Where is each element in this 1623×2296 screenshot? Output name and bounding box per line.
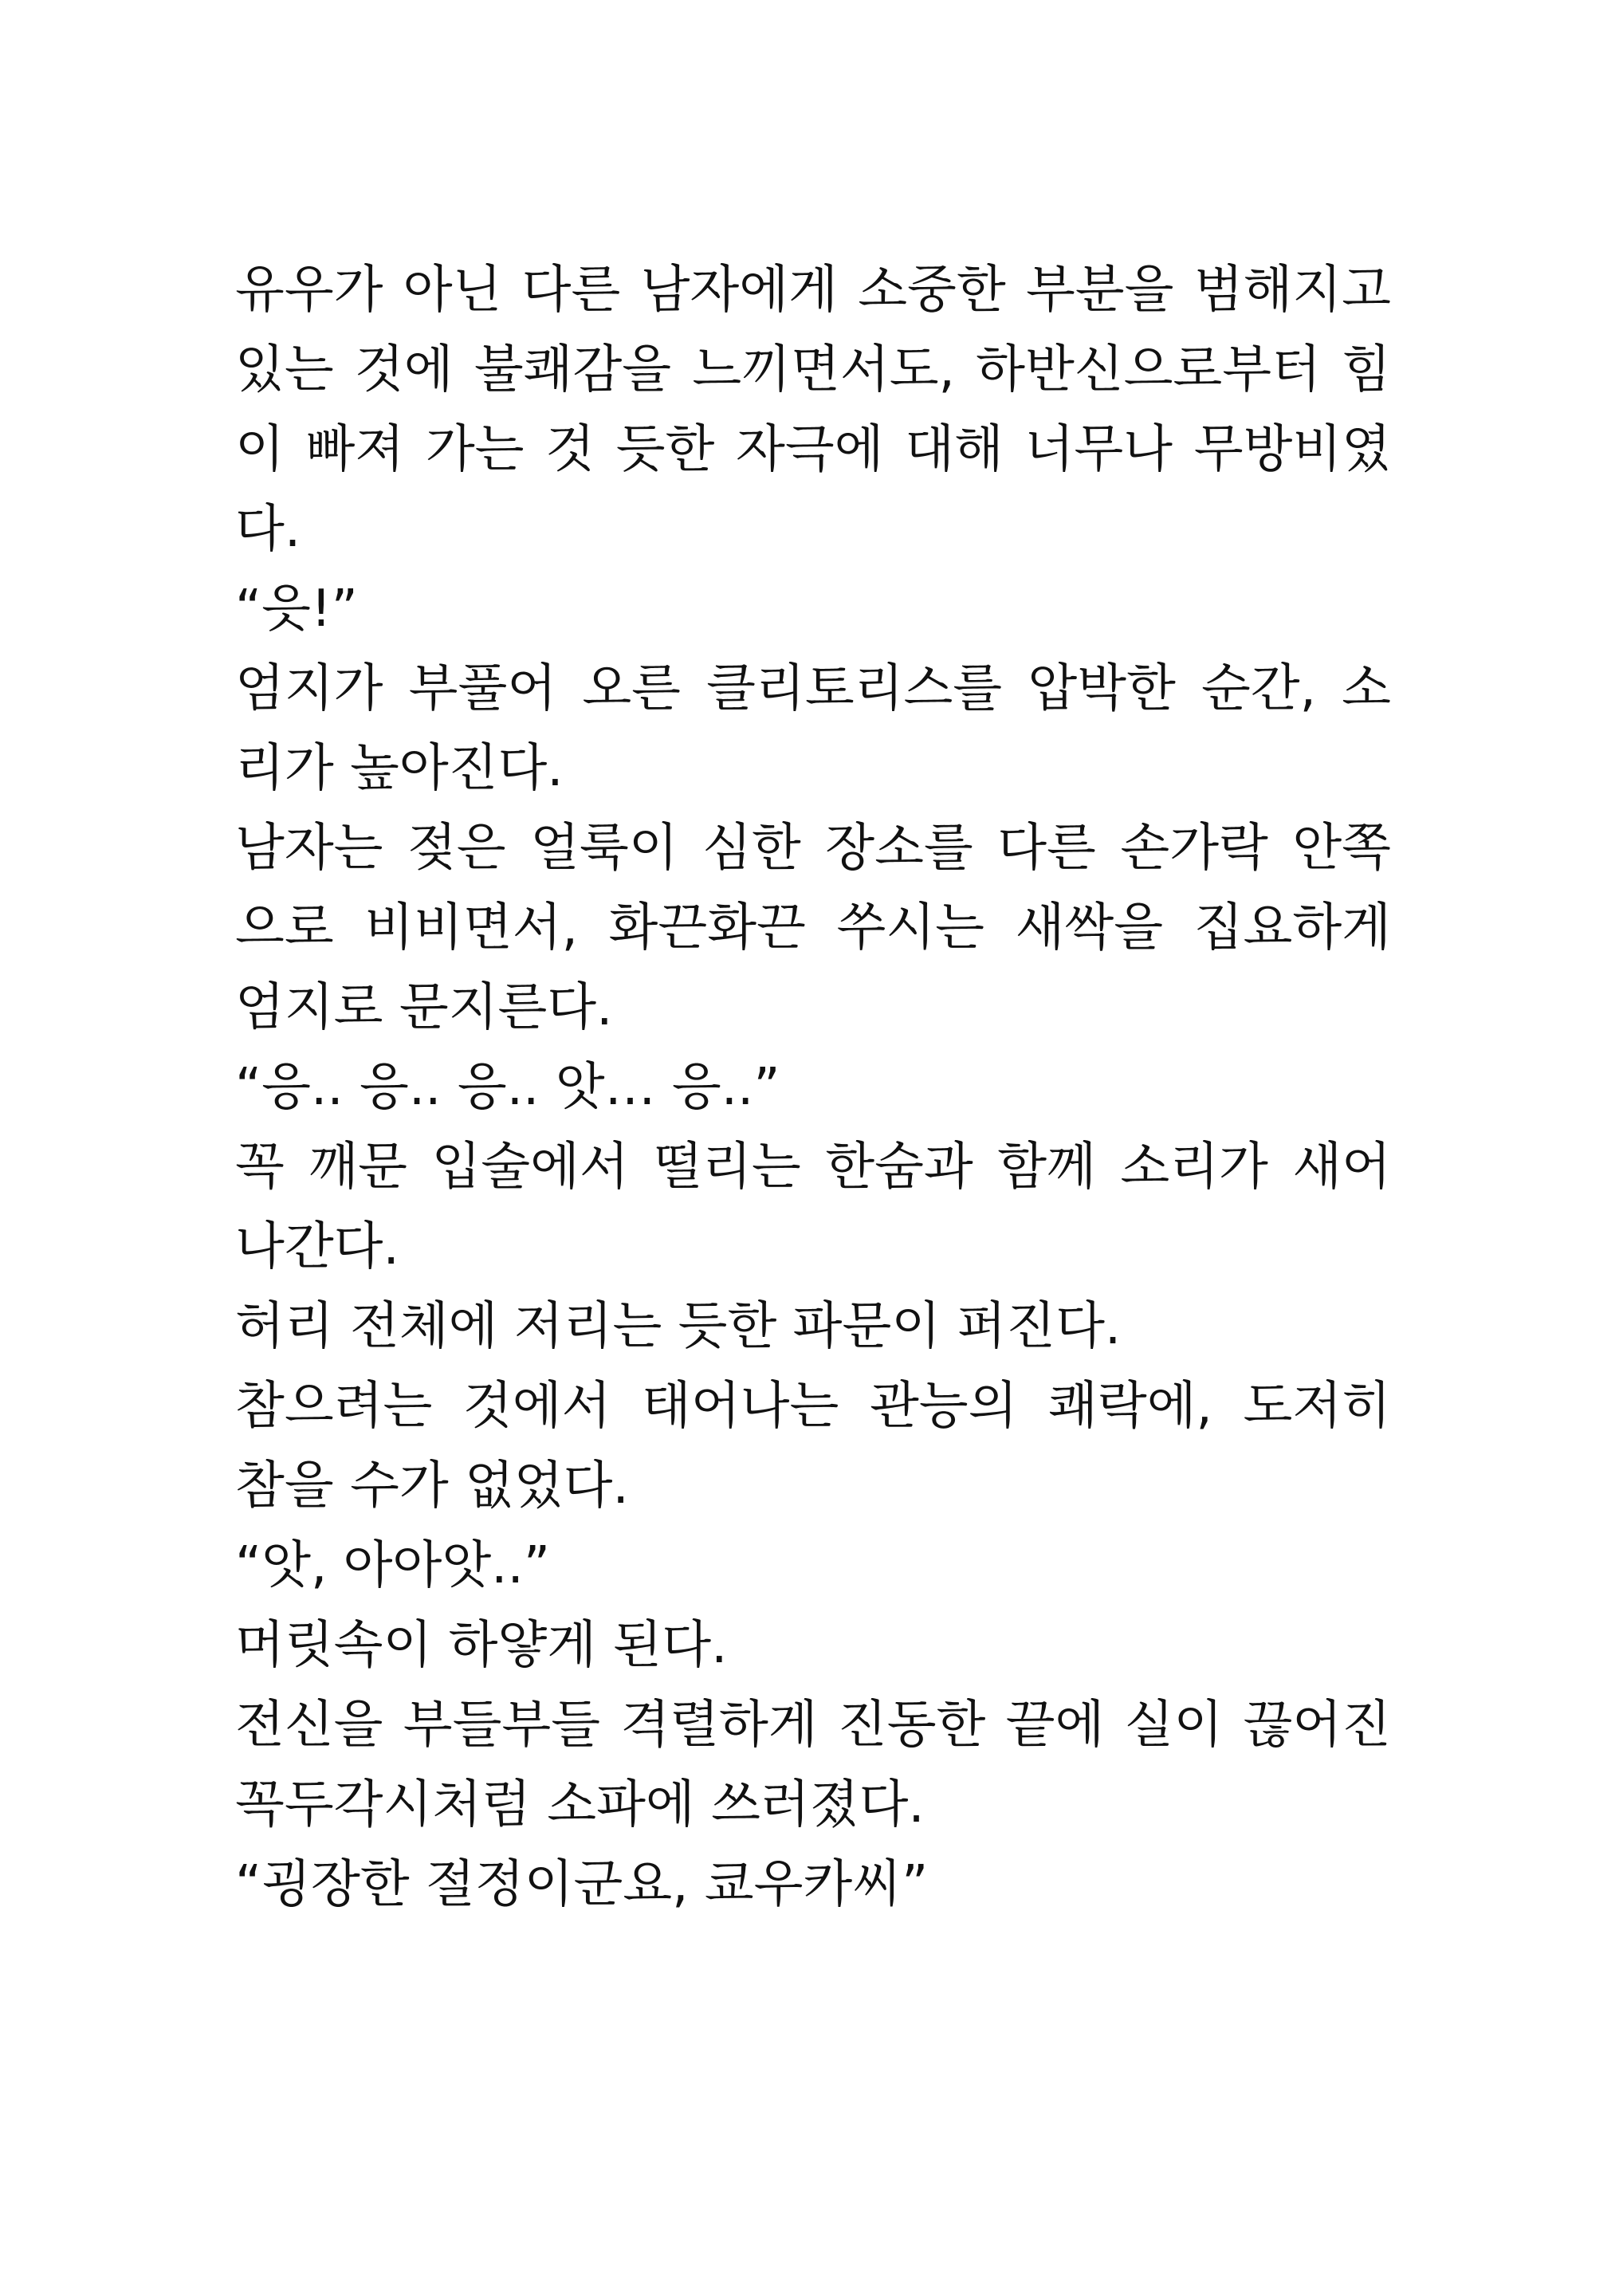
text-line-6: 엄지가 부풀어 오른 클리토리스를 압박한 순간, 소 bbox=[235, 659, 1391, 718]
text-line-10: 엄지로 문지른다. bbox=[235, 978, 613, 1037]
text-line-12: 꼭 깨문 입술에서 떨리는 한숨과 함께 소리가 새어 bbox=[235, 1138, 1391, 1197]
text-line-1: 유우가 아닌 다른 남자에게 소중한 부분을 범해지고 bbox=[235, 261, 1391, 320]
text-line-14: 허리 전체에 저리는 듯한 파문이 퍼진다. bbox=[235, 1297, 1122, 1356]
text-line-7: 리가 높아진다. bbox=[235, 739, 564, 798]
text-line-9: 으로 비비면서, 화끈화끈 쑤시는 새싹을 집요하게 bbox=[235, 898, 1391, 957]
text-line-19: 전신을 부들부들 격렬하게 진동한 끝에 실이 끊어진 bbox=[235, 1696, 1391, 1755]
text-line-15: 참으려는 것에서 태어나는 관능의 쾌락에, 도저히 bbox=[235, 1377, 1391, 1436]
body-text bbox=[235, 250, 1391, 1924]
text-line-3: 이 빠져 가는 것 듯한 자극에 대해 너무나 무방비였 bbox=[235, 420, 1391, 479]
text-line-5: “읏!” bbox=[235, 580, 358, 639]
text-line-13: 나간다. bbox=[235, 1217, 399, 1276]
text-line-18: 머릿속이 하얗게 된다. bbox=[235, 1616, 728, 1675]
text-line-4: 다. bbox=[235, 500, 301, 559]
text-line-20: 꼭두각시처럼 소파에 쓰러졌다. bbox=[235, 1775, 925, 1834]
text-line-11: “응.. 응.. 응.. 앗… 응..” bbox=[235, 1058, 780, 1117]
text-line-2: 있는 것에 불쾌감을 느끼면서도, 하반신으로부터 힘 bbox=[235, 340, 1391, 399]
text-line-17: “앗, 아아앗..” bbox=[235, 1536, 550, 1595]
text-line-21: “굉장한 절정이군요, 쿄우카씨” bbox=[235, 1855, 929, 1914]
text-line-8: 남자는 젖은 얼룩이 심한 장소를 다른 손가락 안쪽 bbox=[235, 819, 1391, 878]
text-line-16: 참을 수가 없었다. bbox=[235, 1457, 629, 1516]
